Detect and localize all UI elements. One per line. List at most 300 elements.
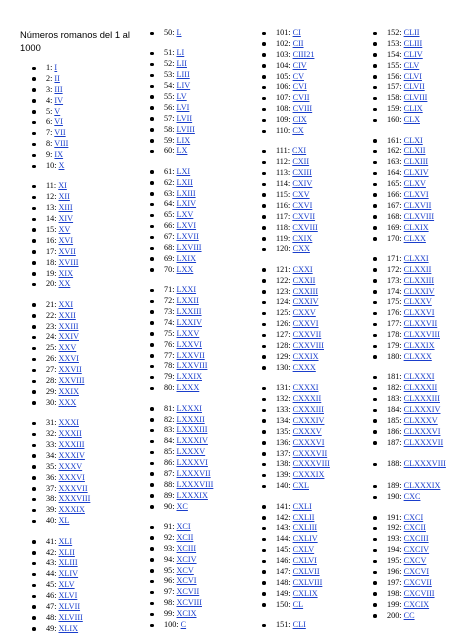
list-item <box>164 232 213 243</box>
roman-numeral-link[interactable]: C <box>180 620 187 630</box>
list-item <box>164 383 213 394</box>
roman-numeral-link[interactable]: CLXXXIX <box>403 481 441 491</box>
roman-numeral-link[interactable]: XXIV <box>58 332 79 342</box>
separator: : <box>54 440 59 449</box>
roman-numeral-link[interactable]: XCII <box>176 532 194 542</box>
roman-numeral-link[interactable]: XCI <box>176 522 191 532</box>
roman-numeral-link[interactable]: CXCIII <box>403 534 429 544</box>
arabic-number: 134 <box>276 415 289 425</box>
roman-numeral-link[interactable]: VI <box>54 117 63 127</box>
roman-numeral-link[interactable]: LXXIX <box>176 372 202 382</box>
roman-numeral-link[interactable]: CI <box>292 28 301 37</box>
roman-numeral-link[interactable]: LVI <box>176 102 190 112</box>
list-item <box>276 567 330 578</box>
roman-numeral-link[interactable]: LIV <box>176 81 191 91</box>
roman-numeral-link[interactable]: XCIII <box>176 543 197 553</box>
separator: : <box>399 330 404 340</box>
roman-numeral-link[interactable]: CLXVIII <box>403 211 435 221</box>
roman-numeral-link[interactable]: XLII <box>58 547 75 557</box>
roman-numeral-link[interactable]: CXXVII <box>292 330 322 340</box>
roman-numeral-link[interactable]: CXXXV <box>292 426 322 436</box>
roman-numeral-link[interactable]: CVII <box>292 93 310 103</box>
roman-numeral-link[interactable]: XLV <box>58 580 75 590</box>
roman-numeral-link[interactable]: CXLIX <box>292 588 318 598</box>
list-item <box>164 533 213 544</box>
roman-numeral-link[interactable]: CLXV <box>403 179 426 189</box>
roman-numeral-link[interactable]: CXI <box>292 146 307 156</box>
roman-numeral-link[interactable]: LXXIV <box>176 317 202 327</box>
separator: : <box>172 522 177 532</box>
roman-numeral-link[interactable]: XX <box>58 279 71 289</box>
list-item <box>46 516 90 527</box>
roman-numeral-link[interactable]: LXI <box>176 166 191 176</box>
bullet-icon <box>262 75 266 79</box>
roman-numeral-link[interactable]: LIX <box>176 135 191 145</box>
roman-numeral-link[interactable]: CLXXIII <box>403 275 435 285</box>
roman-numeral-link[interactable]: CLXXXIV <box>403 405 441 414</box>
roman-numeral-link[interactable]: CXLII <box>292 512 315 522</box>
bullet-icon <box>262 226 266 230</box>
roman-numeral-link[interactable]: LXXXIX <box>176 490 208 500</box>
arabic-number: 137 <box>276 448 289 458</box>
roman-numeral-link[interactable]: CLXXX <box>403 351 432 361</box>
separator: : <box>54 612 59 622</box>
roman-numeral-link[interactable]: LXIII <box>176 188 196 198</box>
roman-numeral-link[interactable]: CLVII <box>403 82 425 92</box>
roman-numeral-link[interactable]: CXXI <box>292 264 313 274</box>
roman-numeral-link[interactable]: XLIX <box>58 623 79 633</box>
arabic-number: 58 <box>164 124 173 134</box>
separator: : <box>172 253 177 263</box>
bullet-icon <box>150 247 154 251</box>
roman-numeral-link[interactable]: CXV <box>292 189 310 199</box>
roman-numeral-link[interactable]: CIV <box>292 60 307 70</box>
roman-numeral-link[interactable]: XIII <box>58 203 73 213</box>
roman-numeral-link[interactable]: CXIV <box>292 179 313 189</box>
roman-numeral-link[interactable]: XXV <box>58 343 77 353</box>
separator: : <box>399 556 404 566</box>
arabic-number: 109 <box>276 115 289 125</box>
roman-numeral-link[interactable]: LXVII <box>176 232 199 242</box>
list-item <box>164 361 213 372</box>
roman-numeral-link[interactable]: CL <box>292 599 304 609</box>
roman-numeral-link[interactable]: CLXVII <box>403 200 432 210</box>
roman-numeral-link[interactable]: CXCII <box>403 523 426 533</box>
bullet-icon <box>150 376 154 380</box>
roman-numeral-link[interactable]: I <box>54 63 58 72</box>
roman-numeral-link[interactable]: CLXXV <box>403 297 432 307</box>
roman-numeral-link[interactable]: CXXV <box>292 308 316 318</box>
roman-numeral-link[interactable]: CXCVII <box>403 577 432 587</box>
bullet-icon <box>32 616 36 620</box>
roman-numeral-link[interactable]: XXVII <box>58 365 82 375</box>
roman-numeral-link[interactable]: XLVII <box>58 601 81 611</box>
roman-numeral-link[interactable]: CLXXVI <box>403 308 435 318</box>
roman-numeral-link[interactable]: CLXX <box>403 233 426 243</box>
arabic-number: 90 <box>164 501 173 511</box>
arabic-number: 114 <box>276 179 288 189</box>
roman-numeral-link[interactable]: LI <box>176 48 185 58</box>
roman-numeral-link[interactable]: LXXIII <box>176 306 202 316</box>
roman-numeral-link[interactable]: CLXI <box>403 135 423 145</box>
bullet-icon <box>373 139 377 143</box>
roman-numeral-link[interactable]: CLXXII <box>403 264 432 274</box>
roman-numeral-link[interactable]: CXLIV <box>292 534 318 544</box>
roman-numeral-link[interactable]: XCIV <box>176 554 197 564</box>
roman-numeral-link[interactable]: XIX <box>58 268 74 278</box>
roman-numeral-link[interactable]: XLIV <box>58 569 79 579</box>
list-item <box>387 254 457 265</box>
roman-numeral-link[interactable]: LXXXII <box>176 414 205 424</box>
roman-numeral-link[interactable]: CXXXII <box>292 394 322 404</box>
roman-numeral-link[interactable]: CXCIX <box>403 599 430 609</box>
roman-numeral-link[interactable]: V <box>54 106 61 116</box>
roman-numeral-link[interactable]: CXIII <box>292 168 312 178</box>
separator: : <box>172 501 177 511</box>
roman-numeral-link[interactable]: CXXVIII <box>292 341 324 351</box>
roman-numeral-link[interactable]: XXVIII <box>58 376 85 386</box>
list-item <box>164 125 213 136</box>
roman-numeral-link[interactable]: CLI <box>292 620 306 630</box>
roman-numeral-link[interactable]: XCV <box>176 565 194 575</box>
roman-numeral-link[interactable]: CXXXVIII <box>292 459 330 469</box>
roman-numeral-link[interactable]: VII <box>54 128 66 138</box>
roman-numeral-link[interactable]: CLXXXIII <box>403 394 440 404</box>
roman-numeral-link[interactable]: CLV <box>403 60 420 70</box>
roman-numeral-link[interactable]: LXXXIV <box>176 436 208 446</box>
roman-numeral-link[interactable]: CLXIII <box>403 157 429 167</box>
roman-numeral-link[interactable]: XXXVI <box>58 472 85 482</box>
bullet-icon <box>150 181 154 185</box>
roman-numeral-link[interactable]: CXXII <box>292 275 316 285</box>
roman-numeral-link[interactable]: CXXXVII <box>292 448 328 458</box>
arabic-number: 94 <box>164 554 173 564</box>
roman-numeral-link[interactable]: CXXXI <box>292 383 319 393</box>
arabic-number: 15 <box>46 224 55 234</box>
bullet-icon <box>32 627 36 631</box>
bullet-icon <box>32 325 36 329</box>
list-item <box>387 179 457 190</box>
roman-numeral-link[interactable]: LXIX <box>176 253 197 263</box>
roman-numeral-link[interactable]: CLIX <box>403 104 423 114</box>
roman-numeral-link[interactable]: CLXIV <box>403 168 429 178</box>
bullet-icon <box>262 409 266 413</box>
roman-numeral-link[interactable]: LIII <box>176 70 190 80</box>
roman-numeral-link[interactable]: LXXX <box>176 383 200 393</box>
separator: : <box>288 501 293 511</box>
list-item <box>387 276 457 287</box>
roman-numeral-link[interactable]: LXXVII <box>176 350 205 360</box>
arabic-number: 37 <box>46 483 55 493</box>
separator: : <box>54 569 59 579</box>
roman-numeral-link[interactable]: CLXII <box>403 146 426 156</box>
roman-numeral-link[interactable]: LXXXIII <box>176 425 208 435</box>
separator: : <box>172 124 177 134</box>
roman-numeral-link[interactable]: XL <box>58 516 70 526</box>
list-item <box>276 223 330 234</box>
roman-numeral-link[interactable]: CXX <box>292 244 310 254</box>
roman-numeral-link[interactable]: CLIV <box>403 49 423 59</box>
roman-numeral-link[interactable]: CXVII <box>292 211 316 221</box>
separator: : <box>288 264 293 274</box>
roman-numeral-link[interactable]: CXLVI <box>292 556 317 566</box>
arabic-number: 113 <box>276 168 288 178</box>
arabic-number: 91 <box>164 522 173 532</box>
arabic-number: 190 <box>387 492 400 502</box>
roman-numeral-link[interactable]: XXXII <box>58 429 82 439</box>
bullet-icon <box>150 569 154 573</box>
bullet-icon <box>262 53 266 57</box>
arabic-number: 130 <box>276 362 289 372</box>
roman-numeral-link[interactable]: CVI <box>292 82 307 92</box>
roman-numeral-link[interactable]: IV <box>54 95 64 105</box>
roman-numeral-link[interactable]: CLII <box>403 28 420 37</box>
bullet-icon <box>373 150 377 154</box>
roman-numeral-link[interactable]: XXVI <box>58 354 79 364</box>
list-item <box>164 598 213 609</box>
roman-numeral-link[interactable]: LX <box>176 146 188 156</box>
roman-numeral-link[interactable]: XXII <box>58 310 76 320</box>
roman-numeral-link[interactable]: XI <box>58 181 67 191</box>
roman-numeral-link[interactable]: CLXXXII <box>403 383 438 393</box>
roman-numeral-link[interactable]: CXXXIII <box>292 405 324 414</box>
separator: : <box>288 275 293 285</box>
roman-numeral-link[interactable]: CLXXXI <box>403 372 435 382</box>
roman-numeral-link[interactable]: XXX <box>58 397 77 407</box>
bullet-icon <box>32 185 36 189</box>
roman-numeral-link[interactable]: CLXXXVII <box>403 437 444 447</box>
list-item <box>387 405 457 416</box>
bullet-icon <box>150 268 154 272</box>
roman-numeral-link[interactable]: CXCI <box>403 512 424 522</box>
bullet-icon <box>373 355 377 359</box>
roman-numeral-link[interactable]: LXII <box>176 177 193 187</box>
separator: : <box>399 168 404 178</box>
list-item <box>46 181 90 192</box>
list-item <box>164 146 213 157</box>
roman-numeral-link[interactable]: LXXXVIII <box>176 479 214 489</box>
bullet-icon <box>32 239 36 243</box>
roman-numeral-link[interactable]: CXVI <box>292 200 313 210</box>
roman-numeral-link[interactable]: CLXXXVIII <box>403 459 446 469</box>
roman-numeral-link[interactable]: XIV <box>58 214 74 224</box>
roman-numeral-link[interactable]: XLI <box>58 536 73 546</box>
roman-numeral-link[interactable]: LXXII <box>176 296 199 306</box>
separator: : <box>172 403 177 413</box>
roman-numeral-link[interactable]: CLXXI <box>403 253 429 263</box>
arabic-number: 108 <box>276 104 289 114</box>
roman-numeral-link[interactable]: XCVIII <box>176 598 202 608</box>
roman-numeral-link[interactable]: XXXIII <box>58 440 85 449</box>
roman-numeral-link[interactable]: CLXXVIII <box>403 330 440 340</box>
roman-numeral-link[interactable]: CLXXIX <box>403 341 435 351</box>
separator: : <box>288 104 293 114</box>
roman-numeral-link[interactable]: XXI <box>58 299 74 309</box>
roman-numeral-link[interactable]: CXCVIII <box>403 588 435 598</box>
roman-numeral-link[interactable]: XXXIX <box>58 505 85 515</box>
roman-numeral-link[interactable]: CXXXIX <box>292 470 325 480</box>
roman-numeral-link[interactable]: CXCIV <box>403 545 430 555</box>
roman-numeral-link[interactable]: CLIII <box>403 38 423 48</box>
roman-numeral-link[interactable]: CLXXXV <box>403 415 438 425</box>
roman-numeral-link[interactable]: XCVII <box>176 587 200 597</box>
roman-numeral-link[interactable]: CIX <box>292 115 307 125</box>
roman-numeral-link[interactable]: XLIII <box>58 558 78 568</box>
roman-numeral-link[interactable]: CXLVII <box>292 566 320 576</box>
arabic-number: 178 <box>387 330 400 340</box>
roman-numeral-link[interactable]: CLXIX <box>403 222 429 232</box>
roman-numeral-link[interactable]: X <box>58 161 65 171</box>
separator: : <box>172 146 177 156</box>
roman-numeral-link[interactable]: CXLI <box>292 501 312 511</box>
roman-numeral-link[interactable]: LXX <box>176 264 194 274</box>
bullet-icon <box>373 312 377 316</box>
roman-numeral-link[interactable]: CXXVI <box>292 319 319 329</box>
bullet-icon <box>32 143 36 147</box>
roman-numeral-link[interactable]: CLVIII <box>403 93 428 103</box>
roman-numeral-link[interactable]: LXXVIII <box>176 361 208 371</box>
roman-numeral-link[interactable]: LXXVI <box>176 339 202 349</box>
roman-numeral-link[interactable]: CLVI <box>403 71 422 81</box>
roman-numeral-link[interactable]: CXLIII <box>292 523 318 533</box>
roman-numeral-link[interactable]: CLXXXVI <box>403 426 441 436</box>
roman-numeral-link[interactable]: CX <box>292 126 304 136</box>
roman-numeral-link[interactable]: CXL <box>292 481 309 491</box>
list-item <box>387 600 457 611</box>
bullet-icon <box>150 225 154 229</box>
bullet-icon <box>150 192 154 196</box>
roman-numeral-link[interactable]: CXCV <box>403 556 427 566</box>
roman-numeral-link[interactable]: CIII21 <box>292 49 315 59</box>
separator: : <box>288 93 293 103</box>
arabic-number: 57 <box>164 113 173 123</box>
list-item <box>164 318 213 329</box>
bullet-icon <box>32 433 36 437</box>
roman-numeral-link[interactable]: VIII <box>54 139 69 149</box>
roman-numeral-link[interactable]: L <box>176 28 182 37</box>
list-item <box>164 447 213 458</box>
roman-numeral-link[interactable]: CXXIII <box>292 286 319 296</box>
roman-numeral-link[interactable]: LII <box>176 59 187 69</box>
roman-numeral-link[interactable]: XVI <box>58 235 74 245</box>
roman-numeral-link[interactable]: LXIV <box>176 199 197 209</box>
roman-numeral-link[interactable]: CXLVIII <box>292 577 323 587</box>
list-item <box>164 566 213 577</box>
separator: : <box>54 224 59 234</box>
list-item <box>276 341 330 352</box>
list-item <box>387 39 457 50</box>
roman-numeral-link[interactable]: CVIII <box>292 104 313 114</box>
roman-numeral-link[interactable]: CXXXIV <box>292 415 325 425</box>
roman-numeral-link[interactable]: CXXXVI <box>292 437 325 447</box>
arabic-number: 169 <box>387 222 400 232</box>
roman-numeral-link[interactable]: XXIX <box>58 386 79 396</box>
list-item <box>164 544 213 555</box>
roman-numeral-link[interactable]: XLVIII <box>58 612 83 622</box>
roman-numeral-link[interactable]: LXV <box>176 210 194 220</box>
arabic-number: 68 <box>164 243 173 253</box>
roman-numeral-link[interactable]: CII <box>292 38 304 48</box>
roman-numeral-link[interactable]: CXIX <box>292 233 313 243</box>
roman-numeral-link[interactable]: XII <box>58 192 70 202</box>
roman-numeral-link[interactable]: LXXV <box>176 328 200 338</box>
bullet-icon <box>373 183 377 187</box>
roman-numeral-link[interactable]: XCIX <box>176 609 197 619</box>
bullet-icon <box>373 42 377 46</box>
roman-numeral-link[interactable]: CXXX <box>292 362 316 372</box>
roman-numeral-link[interactable]: LXVI <box>176 221 197 231</box>
bullet-icon <box>32 336 36 340</box>
roman-numeral-link[interactable]: CLXVI <box>403 189 429 199</box>
list-item <box>164 254 213 265</box>
roman-numeral-link[interactable]: XXXI <box>58 418 79 428</box>
list-item <box>387 534 457 545</box>
separator: : <box>54 494 59 504</box>
roman-numeral-link[interactable]: CC <box>403 610 415 620</box>
roman-numeral-link[interactable]: IX <box>54 150 64 160</box>
bullet-icon <box>150 332 154 336</box>
roman-numeral-link[interactable]: LXVIII <box>176 243 202 253</box>
roman-numeral-link[interactable]: LXXXV <box>176 447 206 457</box>
roman-numeral-link[interactable]: II <box>54 73 60 83</box>
bullet-icon <box>262 624 266 628</box>
roman-numeral-link[interactable]: CXC <box>403 492 421 502</box>
separator: : <box>399 146 404 156</box>
roman-numeral-link[interactable]: III <box>54 84 63 94</box>
roman-numeral-link[interactable]: CXII <box>292 157 310 167</box>
roman-numeral-link[interactable]: CXVIII <box>292 222 318 232</box>
roman-numeral-link[interactable]: XLVI <box>58 591 78 601</box>
roman-numeral-link[interactable]: XXIII <box>58 321 79 331</box>
roman-numeral-link[interactable]: CXXIX <box>292 351 319 361</box>
separator: : <box>172 70 177 80</box>
separator: : <box>399 599 404 609</box>
roman-numeral-link[interactable]: XXXVII <box>58 483 88 493</box>
arabic-number: 115 <box>276 189 288 199</box>
separator: : <box>54 299 59 309</box>
roman-numeral-link[interactable]: CXLV <box>292 545 315 555</box>
roman-numeral-link[interactable]: LXXXVI <box>176 458 208 468</box>
roman-numeral-link[interactable]: CLXXVII <box>403 319 438 329</box>
separator: : <box>54 257 59 267</box>
roman-numeral-link[interactable]: XVII <box>58 246 76 256</box>
roman-numeral-link[interactable]: LXXXVII <box>176 468 211 478</box>
roman-numeral-link[interactable]: CV <box>292 71 304 81</box>
roman-numeral-link[interactable]: XVIII <box>58 257 79 267</box>
roman-numeral-link[interactable]: CXXIV <box>292 297 319 307</box>
roman-numeral-link[interactable]: XC <box>176 501 188 511</box>
list-item <box>46 354 90 365</box>
roman-numeral-link[interactable]: LVII <box>176 113 193 123</box>
roman-numeral-link[interactable]: XXXV <box>58 461 83 471</box>
roman-numeral-link[interactable]: LXXI <box>176 285 197 295</box>
roman-numeral-link[interactable]: CLX <box>403 115 420 125</box>
roman-numeral-link[interactable]: XCVI <box>176 576 197 586</box>
list-item <box>164 221 213 232</box>
roman-numeral-link[interactable]: CXCVI <box>403 567 430 576</box>
roman-numeral-link[interactable]: XXXIV <box>58 450 85 460</box>
list-item <box>164 81 213 92</box>
bullet-icon <box>150 429 154 433</box>
roman-numeral-link[interactable]: XXXVIII <box>58 494 91 504</box>
roman-numeral-link[interactable]: CLXXIV <box>403 286 435 296</box>
roman-numeral-link[interactable]: LV <box>176 91 187 101</box>
roman-numeral-link[interactable]: XV <box>58 224 71 234</box>
roman-numeral-link[interactable]: LVIII <box>176 124 195 134</box>
separator: : <box>288 426 293 436</box>
bullet-icon <box>32 272 36 276</box>
roman-numeral-link[interactable]: LXXXI <box>176 403 202 413</box>
